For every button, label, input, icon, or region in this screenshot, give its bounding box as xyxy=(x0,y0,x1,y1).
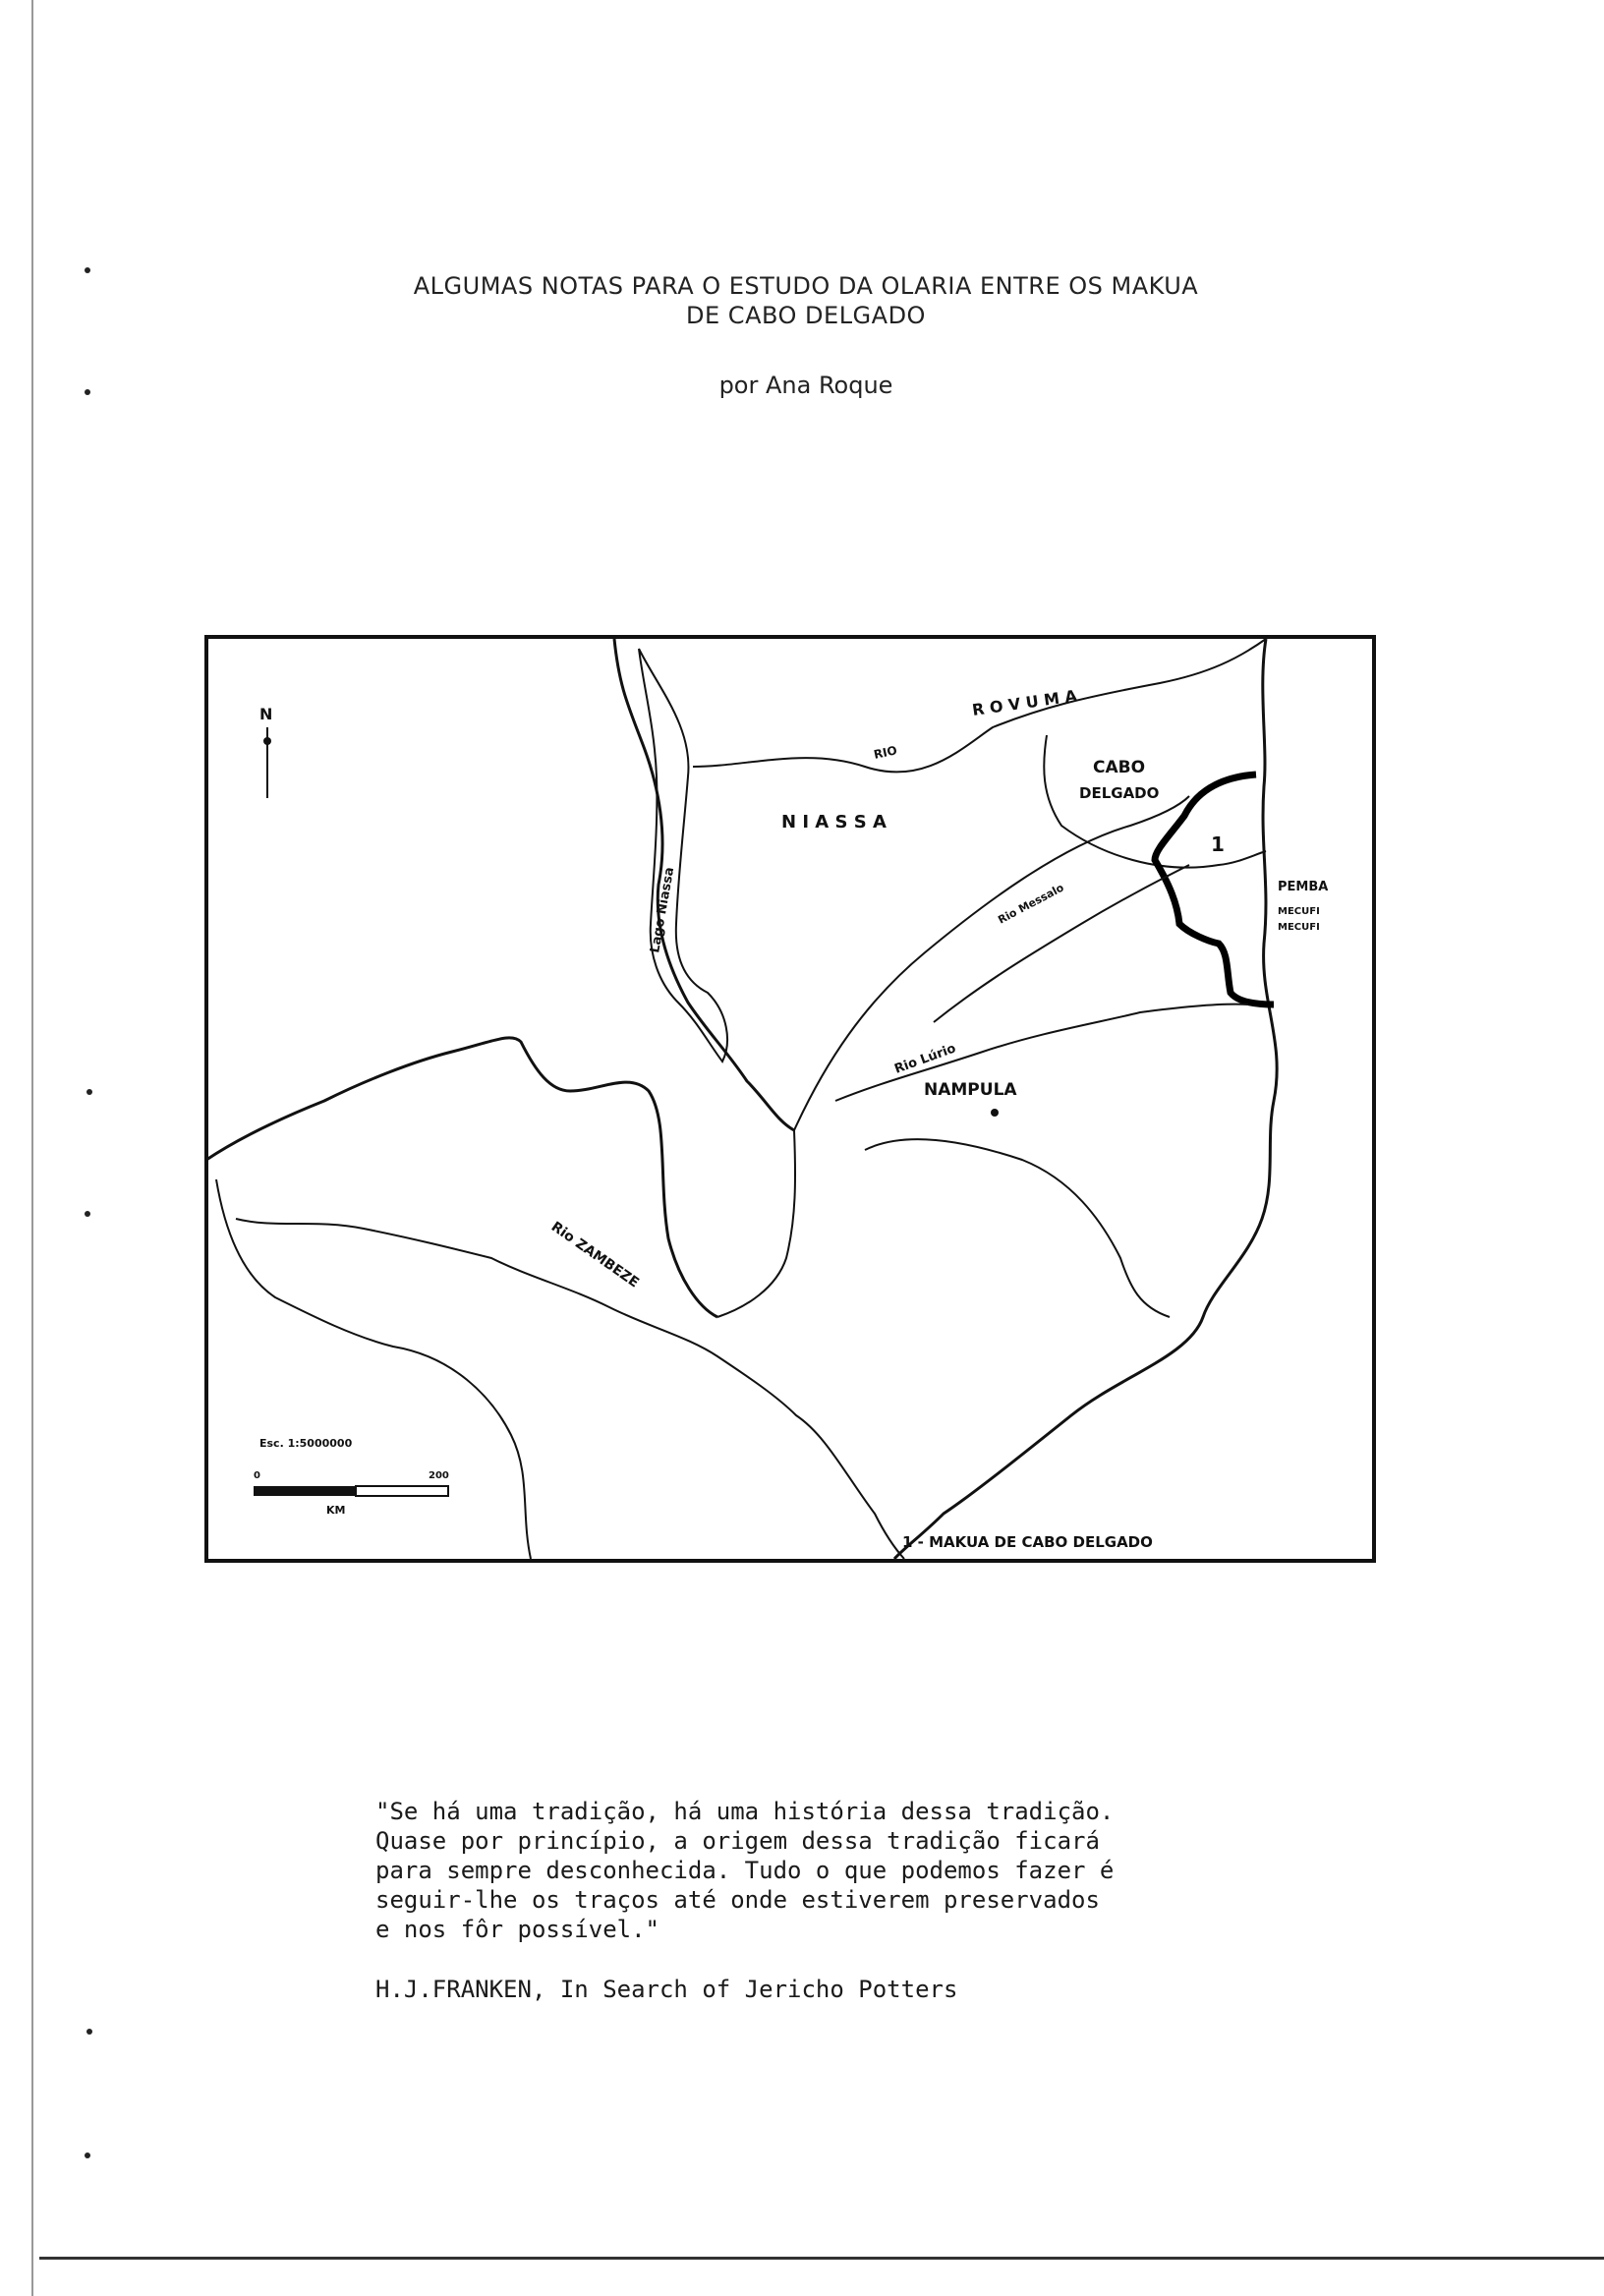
label-niassa: N I A S S A xyxy=(781,812,887,832)
label-rovuma: R O V U M A xyxy=(970,686,1078,719)
scale-zero: 0 xyxy=(254,1470,260,1481)
bottom-rule xyxy=(39,2257,1604,2260)
label-mecufi-1: MECUFI xyxy=(1278,906,1320,917)
left-margin-line xyxy=(31,0,33,2296)
niassa-border xyxy=(614,639,794,1130)
epigraph-quote xyxy=(375,1797,1280,1944)
label-mecufi-2: MECUFI xyxy=(1278,922,1320,933)
scale-bar-empty xyxy=(356,1486,448,1496)
tete-boundary xyxy=(717,1130,795,1317)
label-cabo: CABO xyxy=(1093,758,1146,777)
margin-dot xyxy=(85,1211,90,1217)
margin-dot xyxy=(85,389,90,395)
quote-citation: H.J.FRANKEN, In Search of Jericho Potters xyxy=(375,1976,958,2003)
quote-line: "Se há uma tradição, há uma história dessa tradição. xyxy=(375,1798,1115,1825)
map-legend: 1 - MAKUA DE CABO DELGADO xyxy=(902,1533,1153,1551)
label-region-1: 1 xyxy=(1211,832,1225,856)
label-pemba: PEMBA xyxy=(1278,880,1329,894)
scale-text: Esc. 1:5000000 xyxy=(259,1437,353,1450)
margin-dot xyxy=(85,2152,90,2158)
southern-border xyxy=(216,1179,531,1559)
western-border xyxy=(206,1038,717,1317)
scale-bar-filled xyxy=(254,1486,356,1496)
label-lago-niassa: Lago Niassa xyxy=(648,866,678,954)
quote-line: e nos fôr possível." xyxy=(375,1916,659,1943)
quote-line: seguir-lhe os traços até onde estiverem preservados xyxy=(375,1886,1100,1914)
scale-end: 200 xyxy=(429,1470,449,1481)
rio-lurio xyxy=(835,1004,1248,1101)
north-label: N xyxy=(259,705,273,723)
map-frame xyxy=(206,637,1374,1561)
label-delgado: DELGADO xyxy=(1079,784,1160,802)
title-line-1: ALGUMAS NOTAS PARA O ESTUDO DA OLARIA ENTRE OS MAKUA xyxy=(413,272,1199,300)
lake-niassa xyxy=(639,649,727,1062)
nampula-southern-river xyxy=(865,1139,1170,1317)
label-rio-lurio: Rio Lúrio xyxy=(892,1041,958,1077)
nampula-city-marker xyxy=(991,1109,999,1117)
document-title xyxy=(295,271,1317,330)
label-rio-messalo: Rio Messalo xyxy=(996,881,1066,927)
label-nampula: NAMPULA xyxy=(924,1080,1017,1100)
margin-dot xyxy=(86,2029,92,2035)
title-line-2: DE CABO DELGADO xyxy=(686,302,926,329)
quote-line: para sempre desconhecida. Tudo o que podemos fazer é xyxy=(375,1857,1115,1884)
quote-line: Quase por princípio, a origem dessa tradição ficará xyxy=(375,1827,1100,1855)
label-rio-top: RIO xyxy=(872,743,899,762)
label-rio-zambeze: Rio ZAMBEZE xyxy=(547,1219,642,1292)
scale-unit: KM xyxy=(326,1504,346,1517)
margin-dot xyxy=(85,267,90,273)
author-line: por Ana Roque xyxy=(718,372,893,399)
north-arrow-icon xyxy=(263,727,271,798)
margin-dot xyxy=(86,1089,92,1095)
map-figure xyxy=(197,629,1376,1565)
